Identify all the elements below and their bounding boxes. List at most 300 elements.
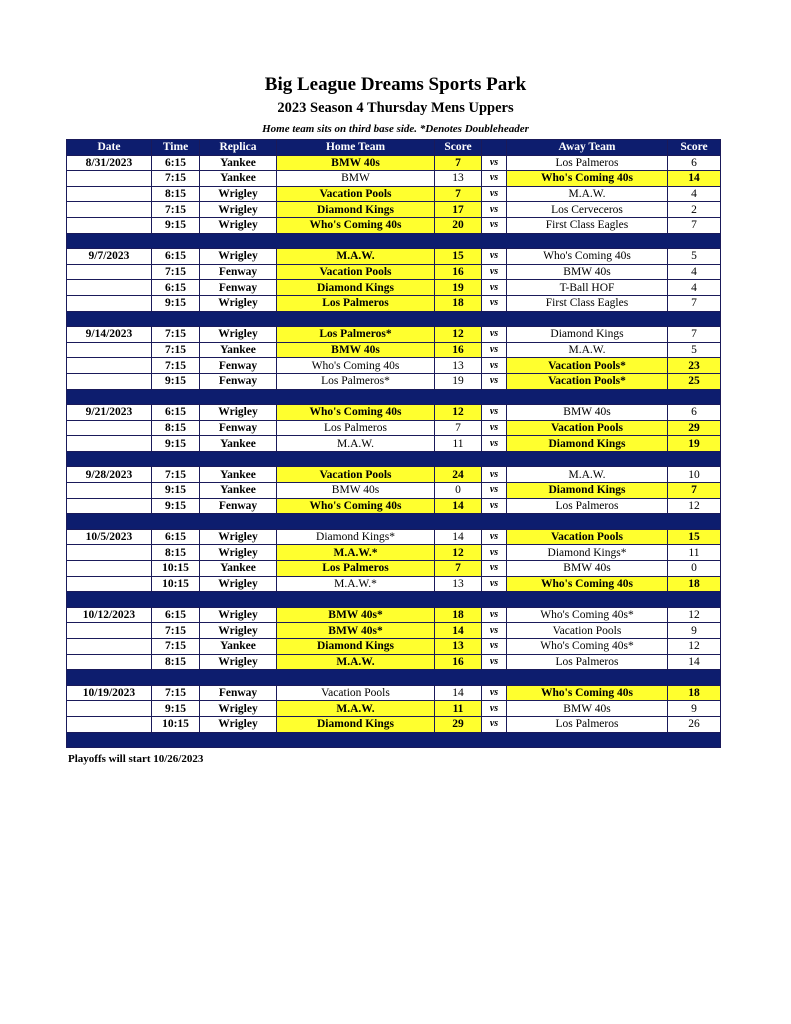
home-team: BMW 40s* bbox=[277, 607, 435, 623]
home-score: 14 bbox=[435, 685, 482, 701]
vs-label: vs bbox=[482, 171, 507, 187]
schedule-body bbox=[67, 155, 721, 748]
game-date bbox=[67, 295, 152, 311]
home-score: 13 bbox=[435, 576, 482, 592]
game-row bbox=[67, 358, 721, 374]
away-score: 7 bbox=[668, 327, 721, 343]
game-date: 9/7/2023 bbox=[67, 249, 152, 265]
game-field: Wrigley bbox=[200, 545, 277, 561]
home-score: 7 bbox=[435, 186, 482, 202]
home-team: Diamond Kings bbox=[277, 716, 435, 732]
game-field: Wrigley bbox=[200, 607, 277, 623]
vs-label: vs bbox=[482, 467, 507, 483]
away-score: 15 bbox=[668, 529, 721, 545]
away-team: Diamond Kings bbox=[507, 436, 668, 452]
home-score: 19 bbox=[435, 280, 482, 296]
game-row bbox=[67, 639, 721, 655]
game-date bbox=[67, 498, 152, 514]
home-score: 0 bbox=[435, 483, 482, 499]
home-score: 17 bbox=[435, 202, 482, 218]
playoffs-note: Playoffs will start 10/26/2023 bbox=[68, 753, 204, 765]
home-team: Vacation Pools bbox=[277, 467, 435, 483]
home-score: 16 bbox=[435, 264, 482, 280]
home-team: Vacation Pools bbox=[277, 186, 435, 202]
away-score: 4 bbox=[668, 264, 721, 280]
home-team: Diamond Kings bbox=[277, 639, 435, 655]
away-team: Vacation Pools bbox=[507, 420, 668, 436]
game-date bbox=[67, 654, 152, 670]
vs-label: vs bbox=[482, 327, 507, 343]
game-field: Wrigley bbox=[200, 217, 277, 233]
vs-label: vs bbox=[482, 436, 507, 452]
game-row bbox=[67, 436, 721, 452]
game-row bbox=[67, 576, 721, 592]
home-team: Los Palmeros bbox=[277, 420, 435, 436]
away-team: T-Ball HOF bbox=[507, 280, 668, 296]
home-team: M.A.W. bbox=[277, 701, 435, 717]
away-score: 23 bbox=[668, 358, 721, 374]
vs-label: vs bbox=[482, 716, 507, 732]
game-field: Wrigley bbox=[200, 716, 277, 732]
away-team: M.A.W. bbox=[507, 467, 668, 483]
game-time: 9:15 bbox=[152, 436, 200, 452]
game-field: Fenway bbox=[200, 264, 277, 280]
separator-bar bbox=[67, 514, 721, 530]
away-team: Vacation Pools* bbox=[507, 373, 668, 389]
away-team: Diamond Kings bbox=[507, 483, 668, 499]
game-time: 7:15 bbox=[152, 467, 200, 483]
game-field: Wrigley bbox=[200, 576, 277, 592]
away-score: 0 bbox=[668, 561, 721, 577]
vs-label: vs bbox=[482, 561, 507, 577]
game-row bbox=[67, 327, 721, 343]
week-separator bbox=[67, 514, 721, 530]
game-field: Yankee bbox=[200, 436, 277, 452]
away-score: 9 bbox=[668, 623, 721, 639]
game-date bbox=[67, 639, 152, 655]
game-field: Fenway bbox=[200, 358, 277, 374]
away-score: 25 bbox=[668, 373, 721, 389]
home-score: 13 bbox=[435, 639, 482, 655]
game-field: Yankee bbox=[200, 342, 277, 358]
game-time: 8:15 bbox=[152, 420, 200, 436]
home-team: M.A.W. bbox=[277, 436, 435, 452]
separator-bar bbox=[67, 389, 721, 405]
game-row bbox=[67, 280, 721, 296]
separator-bar bbox=[67, 451, 721, 467]
col-time-header: Time bbox=[152, 140, 200, 156]
col-home-team-header: Home Team bbox=[277, 140, 435, 156]
game-time: 7:15 bbox=[152, 264, 200, 280]
home-score: 13 bbox=[435, 171, 482, 187]
game-field: Yankee bbox=[200, 155, 277, 171]
home-team: Diamond Kings* bbox=[277, 529, 435, 545]
home-team: M.A.W.* bbox=[277, 545, 435, 561]
col-replica-header: Replica bbox=[200, 140, 277, 156]
game-field: Wrigley bbox=[200, 295, 277, 311]
home-score: 13 bbox=[435, 358, 482, 374]
away-score: 6 bbox=[668, 405, 721, 421]
home-score: 12 bbox=[435, 405, 482, 421]
game-date: 10/12/2023 bbox=[67, 607, 152, 623]
week-separator bbox=[67, 732, 721, 748]
home-score: 14 bbox=[435, 623, 482, 639]
away-score: 9 bbox=[668, 701, 721, 717]
col-away-score-header: Score bbox=[668, 140, 721, 156]
col-vs-header bbox=[482, 140, 507, 156]
game-date: 8/31/2023 bbox=[67, 155, 152, 171]
away-team: Vacation Pools* bbox=[507, 358, 668, 374]
game-time: 6:15 bbox=[152, 155, 200, 171]
game-field: Wrigley bbox=[200, 405, 277, 421]
game-row bbox=[67, 295, 721, 311]
week-separator bbox=[67, 451, 721, 467]
game-field: Yankee bbox=[200, 171, 277, 187]
game-field: Wrigley bbox=[200, 249, 277, 265]
separator-bar bbox=[67, 732, 721, 748]
away-team: Los Cerveceros bbox=[507, 202, 668, 218]
game-row bbox=[67, 483, 721, 499]
game-field: Wrigley bbox=[200, 701, 277, 717]
away-score: 2 bbox=[668, 202, 721, 218]
game-date bbox=[67, 217, 152, 233]
home-score: 16 bbox=[435, 342, 482, 358]
home-score: 14 bbox=[435, 529, 482, 545]
game-row bbox=[67, 155, 721, 171]
home-team: M.A.W. bbox=[277, 249, 435, 265]
game-time: 7:15 bbox=[152, 685, 200, 701]
header-note: Home team sits on third base side. *Denotes Doubleheader bbox=[262, 123, 529, 135]
home-team: BMW 40s bbox=[277, 342, 435, 358]
away-score: 11 bbox=[668, 545, 721, 561]
game-time: 10:15 bbox=[152, 561, 200, 577]
home-team: M.A.W.* bbox=[277, 576, 435, 592]
game-date bbox=[67, 483, 152, 499]
home-team: Los Palmeros bbox=[277, 295, 435, 311]
vs-label: vs bbox=[482, 623, 507, 639]
home-score: 12 bbox=[435, 327, 482, 343]
game-row bbox=[67, 498, 721, 514]
away-score: 19 bbox=[668, 436, 721, 452]
game-field: Yankee bbox=[200, 467, 277, 483]
game-date: 9/21/2023 bbox=[67, 405, 152, 421]
away-team: Los Palmeros bbox=[507, 498, 668, 514]
game-field: Wrigley bbox=[200, 186, 277, 202]
home-score: 11 bbox=[435, 436, 482, 452]
game-time: 6:15 bbox=[152, 280, 200, 296]
game-row bbox=[67, 654, 721, 670]
away-team: BMW 40s bbox=[507, 264, 668, 280]
week-separator bbox=[67, 233, 721, 249]
game-time: 9:15 bbox=[152, 295, 200, 311]
game-row bbox=[67, 607, 721, 623]
vs-label: vs bbox=[482, 545, 507, 561]
separator-bar bbox=[67, 592, 721, 608]
game-row bbox=[67, 545, 721, 561]
away-team: First Class Eagles bbox=[507, 295, 668, 311]
game-date bbox=[67, 576, 152, 592]
vs-label: vs bbox=[482, 639, 507, 655]
game-field: Fenway bbox=[200, 373, 277, 389]
game-field: Wrigley bbox=[200, 202, 277, 218]
vs-label: vs bbox=[482, 342, 507, 358]
home-team: Los Palmeros* bbox=[277, 327, 435, 343]
game-date: 10/19/2023 bbox=[67, 685, 152, 701]
vs-label: vs bbox=[482, 529, 507, 545]
away-score: 4 bbox=[668, 280, 721, 296]
away-score: 14 bbox=[668, 171, 721, 187]
vs-label: vs bbox=[482, 576, 507, 592]
game-row bbox=[67, 467, 721, 483]
vs-label: vs bbox=[482, 155, 507, 171]
game-time: 6:15 bbox=[152, 405, 200, 421]
away-score: 10 bbox=[668, 467, 721, 483]
away-score: 7 bbox=[668, 483, 721, 499]
game-date bbox=[67, 716, 152, 732]
col-away-team-header: Away Team bbox=[507, 140, 668, 156]
game-row bbox=[67, 342, 721, 358]
away-score: 5 bbox=[668, 342, 721, 358]
game-time: 7:15 bbox=[152, 358, 200, 374]
game-time: 9:15 bbox=[152, 373, 200, 389]
game-date bbox=[67, 420, 152, 436]
away-score: 14 bbox=[668, 654, 721, 670]
game-field: Fenway bbox=[200, 685, 277, 701]
game-date bbox=[67, 264, 152, 280]
away-score: 5 bbox=[668, 249, 721, 265]
game-row bbox=[67, 405, 721, 421]
home-team: Who's Coming 40s bbox=[277, 405, 435, 421]
home-team: Who's Coming 40s bbox=[277, 498, 435, 514]
game-time: 8:15 bbox=[152, 654, 200, 670]
game-field: Yankee bbox=[200, 561, 277, 577]
game-field: Wrigley bbox=[200, 654, 277, 670]
game-row bbox=[67, 420, 721, 436]
game-field: Fenway bbox=[200, 280, 277, 296]
game-row bbox=[67, 264, 721, 280]
game-time: 6:15 bbox=[152, 249, 200, 265]
away-score: 29 bbox=[668, 420, 721, 436]
vs-label: vs bbox=[482, 249, 507, 265]
home-score: 7 bbox=[435, 561, 482, 577]
schedule-table bbox=[66, 139, 721, 748]
game-date bbox=[67, 436, 152, 452]
game-time: 10:15 bbox=[152, 716, 200, 732]
separator-bar bbox=[67, 670, 721, 686]
away-score: 4 bbox=[668, 186, 721, 202]
game-date bbox=[67, 280, 152, 296]
home-team: Vacation Pools bbox=[277, 685, 435, 701]
game-row bbox=[67, 373, 721, 389]
game-date bbox=[67, 545, 152, 561]
game-time: 8:15 bbox=[152, 186, 200, 202]
separator-bar bbox=[67, 233, 721, 249]
vs-label: vs bbox=[482, 701, 507, 717]
home-team: Who's Coming 40s bbox=[277, 217, 435, 233]
game-date: 9/14/2023 bbox=[67, 327, 152, 343]
away-team: Who's Coming 40s bbox=[507, 576, 668, 592]
vs-label: vs bbox=[482, 280, 507, 296]
vs-label: vs bbox=[482, 358, 507, 374]
home-score: 15 bbox=[435, 249, 482, 265]
home-team: BMW 40s bbox=[277, 155, 435, 171]
away-team: Diamond Kings bbox=[507, 327, 668, 343]
away-score: 12 bbox=[668, 639, 721, 655]
away-team: Los Palmeros bbox=[507, 716, 668, 732]
vs-label: vs bbox=[482, 295, 507, 311]
game-row bbox=[67, 202, 721, 218]
away-score: 7 bbox=[668, 295, 721, 311]
game-row bbox=[67, 249, 721, 265]
home-score: 16 bbox=[435, 654, 482, 670]
game-time: 7:15 bbox=[152, 342, 200, 358]
home-score: 14 bbox=[435, 498, 482, 514]
game-time: 9:15 bbox=[152, 498, 200, 514]
away-score: 12 bbox=[668, 498, 721, 514]
home-score: 7 bbox=[435, 420, 482, 436]
col-date-header: Date bbox=[67, 140, 152, 156]
home-score: 12 bbox=[435, 545, 482, 561]
away-score: 18 bbox=[668, 685, 721, 701]
home-team: BMW 40s* bbox=[277, 623, 435, 639]
away-team: M.A.W. bbox=[507, 186, 668, 202]
game-field: Wrigley bbox=[200, 623, 277, 639]
game-date bbox=[67, 358, 152, 374]
game-date bbox=[67, 701, 152, 717]
game-time: 6:15 bbox=[152, 529, 200, 545]
game-row bbox=[67, 623, 721, 639]
home-team: Diamond Kings bbox=[277, 202, 435, 218]
game-date bbox=[67, 202, 152, 218]
game-row bbox=[67, 217, 721, 233]
game-date: 9/28/2023 bbox=[67, 467, 152, 483]
game-time: 7:15 bbox=[152, 623, 200, 639]
home-score: 20 bbox=[435, 217, 482, 233]
vs-label: vs bbox=[482, 186, 507, 202]
home-team: Los Palmeros* bbox=[277, 373, 435, 389]
game-row bbox=[67, 701, 721, 717]
game-date bbox=[67, 342, 152, 358]
vs-label: vs bbox=[482, 483, 507, 499]
game-field: Wrigley bbox=[200, 327, 277, 343]
vs-label: vs bbox=[482, 405, 507, 421]
home-team: Los Palmeros bbox=[277, 561, 435, 577]
game-row bbox=[67, 171, 721, 187]
vs-label: vs bbox=[482, 202, 507, 218]
week-separator bbox=[67, 592, 721, 608]
game-date bbox=[67, 623, 152, 639]
game-time: 6:15 bbox=[152, 607, 200, 623]
page-title: Big League Dreams Sports Park bbox=[264, 74, 527, 95]
vs-label: vs bbox=[482, 373, 507, 389]
home-team: M.A.W. bbox=[277, 654, 435, 670]
home-team: Diamond Kings bbox=[277, 280, 435, 296]
away-team: M.A.W. bbox=[507, 342, 668, 358]
vs-label: vs bbox=[482, 264, 507, 280]
game-time: 7:15 bbox=[152, 171, 200, 187]
home-score: 7 bbox=[435, 155, 482, 171]
game-time: 10:15 bbox=[152, 576, 200, 592]
col-home-score-header: Score bbox=[435, 140, 482, 156]
away-team: BMW 40s bbox=[507, 561, 668, 577]
away-team: BMW 40s bbox=[507, 405, 668, 421]
away-team: Vacation Pools bbox=[507, 623, 668, 639]
game-time: 7:15 bbox=[152, 639, 200, 655]
away-team: First Class Eagles bbox=[507, 217, 668, 233]
away-score: 18 bbox=[668, 576, 721, 592]
game-row bbox=[67, 561, 721, 577]
away-team: Who's Coming 40s bbox=[507, 685, 668, 701]
game-field: Yankee bbox=[200, 639, 277, 655]
game-time: 9:15 bbox=[152, 483, 200, 499]
game-row bbox=[67, 685, 721, 701]
away-team: Diamond Kings* bbox=[507, 545, 668, 561]
away-team: Vacation Pools bbox=[507, 529, 668, 545]
away-score: 6 bbox=[668, 155, 721, 171]
game-field: Wrigley bbox=[200, 529, 277, 545]
week-separator bbox=[67, 670, 721, 686]
away-score: 7 bbox=[668, 217, 721, 233]
vs-label: vs bbox=[482, 498, 507, 514]
away-team: BMW 40s bbox=[507, 701, 668, 717]
week-separator bbox=[67, 311, 721, 327]
away-score: 12 bbox=[668, 607, 721, 623]
home-team: BMW 40s bbox=[277, 483, 435, 499]
game-time: 7:15 bbox=[152, 202, 200, 218]
game-date bbox=[67, 171, 152, 187]
home-team: Who's Coming 40s bbox=[277, 358, 435, 374]
vs-label: vs bbox=[482, 607, 507, 623]
vs-label: vs bbox=[482, 217, 507, 233]
game-date bbox=[67, 561, 152, 577]
game-time: 8:15 bbox=[152, 545, 200, 561]
home-score: 19 bbox=[435, 373, 482, 389]
game-time: 9:15 bbox=[152, 217, 200, 233]
game-date bbox=[67, 373, 152, 389]
page-subtitle: 2023 Season 4 Thursday Mens Uppers bbox=[277, 100, 514, 116]
home-score: 18 bbox=[435, 295, 482, 311]
game-row bbox=[67, 529, 721, 545]
home-score: 18 bbox=[435, 607, 482, 623]
game-date bbox=[67, 186, 152, 202]
away-score: 26 bbox=[668, 716, 721, 732]
game-field: Fenway bbox=[200, 420, 277, 436]
away-team: Who's Coming 40s bbox=[507, 249, 668, 265]
game-time: 9:15 bbox=[152, 701, 200, 717]
game-field: Yankee bbox=[200, 483, 277, 499]
away-team: Who's Coming 40s bbox=[507, 171, 668, 187]
game-row bbox=[67, 716, 721, 732]
home-score: 11 bbox=[435, 701, 482, 717]
home-score: 24 bbox=[435, 467, 482, 483]
game-field: Fenway bbox=[200, 498, 277, 514]
away-team: Who's Coming 40s* bbox=[507, 607, 668, 623]
game-time: 7:15 bbox=[152, 327, 200, 343]
home-team: Vacation Pools bbox=[277, 264, 435, 280]
game-date: 10/5/2023 bbox=[67, 529, 152, 545]
away-team: Los Palmeros bbox=[507, 155, 668, 171]
header-row bbox=[67, 140, 721, 156]
away-team: Who's Coming 40s* bbox=[507, 639, 668, 655]
vs-label: vs bbox=[482, 685, 507, 701]
vs-label: vs bbox=[482, 420, 507, 436]
away-team: Los Palmeros bbox=[507, 654, 668, 670]
separator-bar bbox=[67, 311, 721, 327]
home-team: BMW bbox=[277, 171, 435, 187]
game-row bbox=[67, 186, 721, 202]
home-score: 29 bbox=[435, 716, 482, 732]
vs-label: vs bbox=[482, 654, 507, 670]
